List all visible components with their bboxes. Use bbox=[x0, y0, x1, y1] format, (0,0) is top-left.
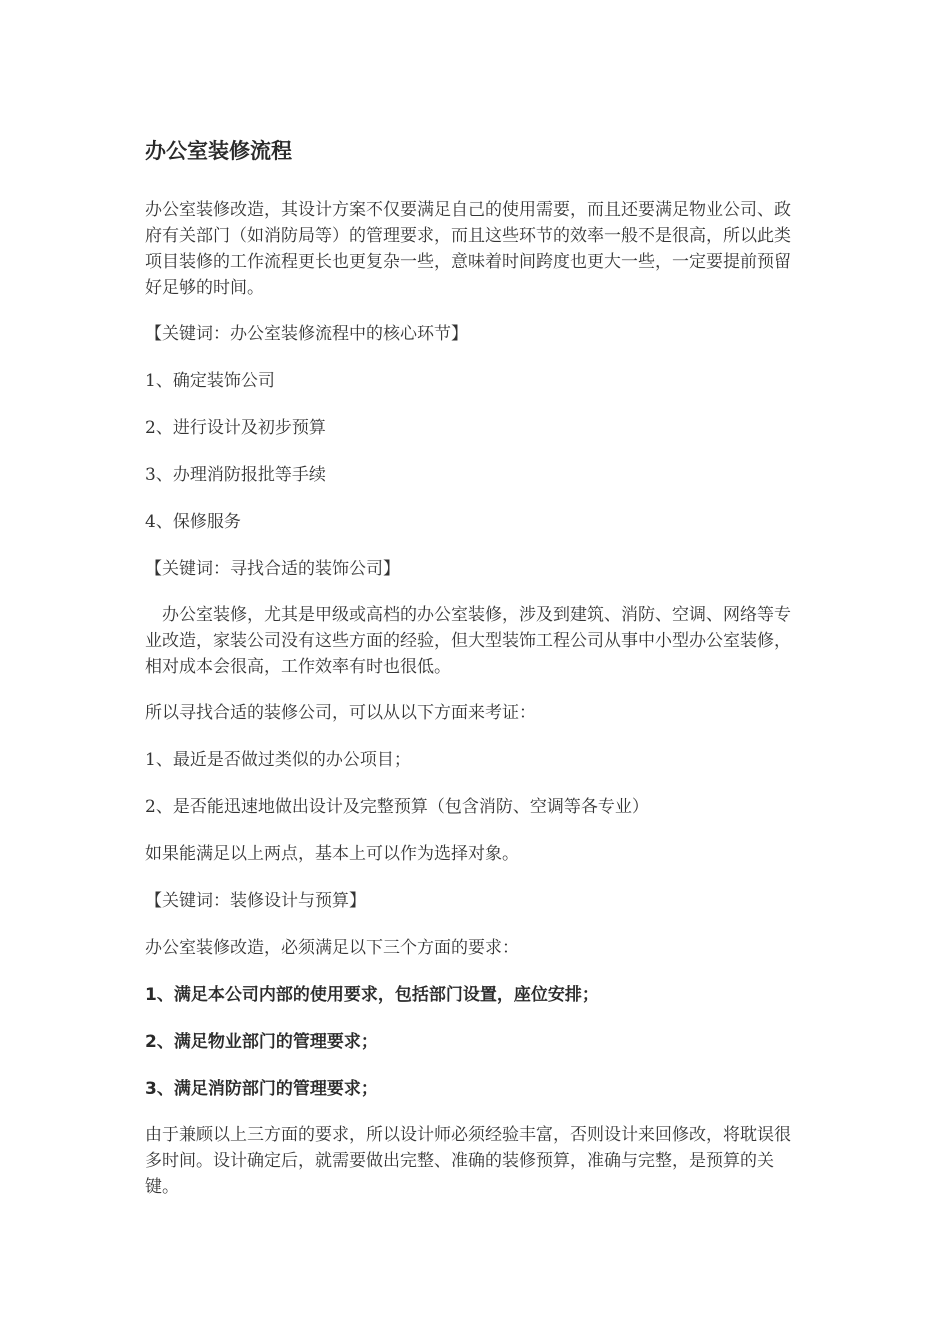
list-item: 1、最近是否做过类似的办公项目； bbox=[145, 750, 411, 770]
keyword-heading-find-company: 【关键词：寻找合适的装饰公司】 bbox=[145, 559, 400, 579]
list-item: 2、是否能迅速地做出设计及完整预算（包含消防、空调等各专业） bbox=[145, 797, 649, 817]
list-item: 1、确定装饰公司 bbox=[145, 371, 275, 391]
requirement-item: 1、满足本公司内部的使用要求，包括部门设置，座位安排； bbox=[145, 985, 599, 1005]
requirement-item: 2、满足物业部门的管理要求； bbox=[145, 1032, 378, 1052]
document-title: 办公室装修流程 bbox=[145, 139, 292, 163]
list-item: 3、办理消防报批等手续 bbox=[145, 465, 326, 485]
criteria-conclusion: 如果能满足以上两点，基本上可以作为选择对象。 bbox=[145, 844, 519, 864]
company-paragraph: 办公室装修，尤其是甲级或高档的办公室装修，涉及到建筑、消防、空调、网络等专业改造，家装公司没有这些方面的经验，但大型装饰工程公司从事中小型办公室装修，相对成本会很高，工作效率有时也很低。 bbox=[145, 605, 791, 677]
closing-paragraph: 由于兼顾以上三方面的要求，所以设计师必须经验丰富，否则设计来回修改，将耽误很多时间。设计确定后，就需要做出完整、准确的装修预算，准确与完整，是预算的关键。 bbox=[145, 1125, 791, 1197]
document-body bbox=[145, 135, 800, 1219]
keyword-heading-core-steps: 【关键词：办公室装修流程中的核心环节】 bbox=[145, 324, 468, 344]
intro-paragraph: 办公室装修改造，其设计方案不仅要满足自己的使用需要，而且还要满足物业公司、政府有关部门（如消防局等）的管理要求，而且这些环节的效率一般不是很高，所以此类项目装修的工作流程更长也更复杂一些，意味着时间跨度也更大一些，一定要提前预留好足够的时间。 bbox=[145, 200, 791, 298]
requirements-intro: 办公室装修改造，必须满足以下三个方面的要求： bbox=[145, 938, 519, 958]
list-item: 4、保修服务 bbox=[145, 512, 241, 532]
list-item: 2、进行设计及初步预算 bbox=[145, 418, 326, 438]
keyword-heading-design-budget: 【关键词：装修设计与预算】 bbox=[145, 891, 366, 911]
criteria-intro: 所以寻找合适的装修公司，可以从以下方面来考证： bbox=[145, 703, 536, 723]
requirement-item: 3、满足消防部门的管理要求； bbox=[145, 1079, 378, 1099]
